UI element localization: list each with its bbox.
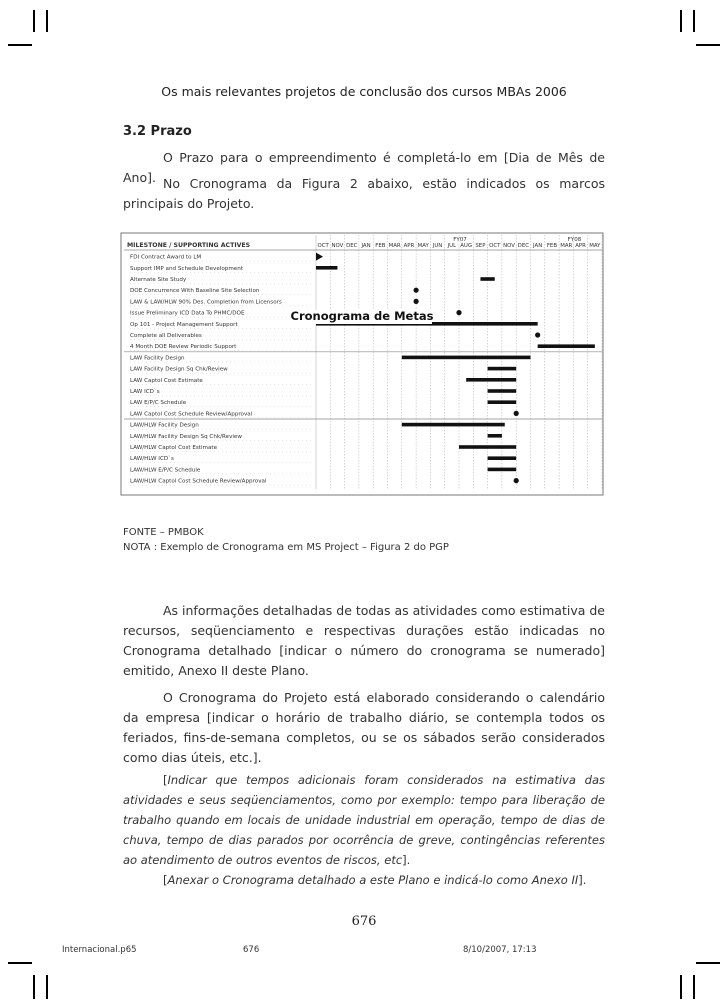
task-label: LAW Captol Cost Schedule Review/Approval bbox=[130, 411, 253, 418]
crop-mark bbox=[8, 962, 32, 964]
task-label: LAW/HLW ICD`s bbox=[130, 456, 174, 463]
task-label: Issue Preliminary ICD Data To PHMC/DOE bbox=[130, 310, 245, 317]
source-fonte: FONTE – PMBOK bbox=[123, 527, 204, 538]
task-bar bbox=[480, 277, 494, 281]
crop-mark bbox=[696, 962, 720, 964]
crop-mark bbox=[8, 44, 32, 46]
task-bar bbox=[538, 344, 595, 348]
month-tick-label: AUG bbox=[460, 243, 473, 249]
paragraph: O Cronograma do Projeto está elaborado considerando o calendário da empresa [indicar o horário de trabalho diário, se contempla todos os feriados, fins-de-semana completos, ou se os sábados serão considerados como dias úteis, etc.]. bbox=[123, 690, 605, 765]
month-tick-label: JAN bbox=[361, 243, 371, 249]
paragraph bbox=[123, 870, 605, 890]
task-label: LAW/HLW Facility Design bbox=[130, 422, 199, 429]
task-bar bbox=[488, 468, 517, 472]
task-label: LAW/HLW Captol Cost Estimate bbox=[130, 445, 218, 451]
milestone-dot bbox=[535, 332, 540, 337]
task-bar bbox=[316, 266, 337, 270]
task-label: Op 101 - Project Management Support bbox=[130, 321, 238, 328]
task-bar bbox=[402, 423, 505, 427]
page-number: 676 bbox=[351, 914, 377, 929]
chart-title: Cronograma de Metas bbox=[290, 309, 434, 323]
milestone-dot bbox=[514, 478, 519, 483]
task-label: LAW/HLW E/P/C Schedule bbox=[130, 467, 201, 474]
task-bar bbox=[488, 400, 517, 404]
month-tick-label: NOV bbox=[503, 243, 515, 249]
month-tick-label: FEB bbox=[546, 243, 558, 249]
crop-mark bbox=[33, 975, 35, 999]
source-nota: NOTA : Exemplo de Cronograma em MS Project – Figura 2 do PGP bbox=[123, 542, 449, 553]
bracket-close: ]. bbox=[402, 853, 411, 867]
paragraph: O Prazo para o empreendimento é completá-lo em [Dia de Mês de Ano]. bbox=[123, 150, 605, 185]
task-bar bbox=[459, 445, 516, 449]
task-label: LAW E/P/C Schedule bbox=[130, 400, 187, 407]
crop-mark bbox=[680, 10, 682, 32]
milestone-dot bbox=[414, 288, 419, 293]
month-tick-label: APR bbox=[575, 243, 586, 249]
month-tick-label: FEB bbox=[375, 243, 386, 249]
task-label: LAW Facility Design bbox=[130, 355, 185, 362]
task-label: Alternate Site Study bbox=[130, 277, 187, 283]
task-bar bbox=[488, 367, 517, 371]
month-tick-label: SEP bbox=[475, 243, 486, 249]
paragraph bbox=[123, 770, 605, 870]
crop-mark bbox=[46, 975, 48, 999]
milestone-dot bbox=[414, 299, 419, 304]
month-tick-label: DEC bbox=[346, 243, 358, 249]
task-bar bbox=[488, 456, 517, 460]
task-label: LAW ICD`s bbox=[130, 389, 160, 395]
month-tick-label: JUN bbox=[432, 243, 443, 249]
task-label: LAW/HLW Captol Cost Schedule Review/Approval bbox=[130, 478, 267, 485]
italic-note: Indicar que tempos adicionais foram considerados na estimativa das atividades e seus seqüenciamentos, como por exemplo: tempo para liberação de trabalho quando em locais de unidade industrial em operação, tempo de dias de chuva, tempo de dias parados por ocorrência de greve, contingências referentes ao atendimento de outros eventos de riscos, etc bbox=[123, 773, 605, 867]
task-label: LAW Captol Cost Estimate bbox=[130, 377, 203, 384]
figure-source bbox=[123, 525, 449, 555]
task-label: DOE Concurrence With Baseline Site Selection bbox=[130, 288, 260, 295]
gantt-column-header: MILESTONE / SUPPORTING ACTIVES bbox=[127, 242, 251, 249]
bracket-close: ]. bbox=[578, 873, 587, 887]
milestone-dot bbox=[456, 310, 461, 315]
paragraph: No Cronograma da Figura 2 abaixo, estão indicados os marcos principais do Projeto. bbox=[123, 176, 605, 211]
month-tick-label: JUL bbox=[447, 243, 457, 249]
gantt-chart bbox=[120, 232, 604, 496]
italic-note: Anexar o Cronograma detalhado a este Plano e indicá-lo como Anexo II bbox=[167, 873, 579, 887]
bracket-open: [ bbox=[163, 773, 168, 787]
month-tick-label: APR bbox=[403, 243, 415, 249]
crop-mark bbox=[33, 10, 35, 32]
month-tick-label: MAR bbox=[388, 243, 401, 249]
month-tick-label: OCT bbox=[317, 243, 329, 249]
crop-mark bbox=[696, 44, 720, 46]
fiscal-year-label: FY07 bbox=[453, 237, 467, 243]
task-label: LAW/HLW Facility Design Sq Chk/Review bbox=[130, 433, 242, 440]
crop-mark bbox=[693, 10, 695, 32]
month-tick-label: MAR bbox=[560, 243, 573, 249]
footer-datetime: 8/10/2007, 17:13 bbox=[463, 945, 537, 955]
bracket-open: [ bbox=[163, 873, 168, 887]
fiscal-year-label: FY08 bbox=[567, 237, 582, 243]
month-tick-label: NOV bbox=[331, 243, 344, 249]
month-tick-label: MAY bbox=[589, 243, 601, 249]
footer-page: 676 bbox=[243, 945, 260, 955]
section-title: 3.2 Prazo bbox=[123, 124, 192, 139]
milestone-dot bbox=[514, 411, 519, 416]
month-tick-label: OCT bbox=[489, 243, 501, 249]
task-label: 4 Month DOE Review Periodic Support bbox=[130, 344, 237, 351]
footer-file: Internacional.p65 bbox=[62, 945, 137, 955]
crop-mark bbox=[680, 975, 682, 999]
task-label: Support IMP and Schedule Development bbox=[130, 265, 243, 272]
running-header: Os mais relevantes projetos de conclusão dos cursos MBAs 2006 bbox=[161, 84, 567, 99]
task-bar bbox=[466, 378, 516, 382]
crop-mark bbox=[693, 975, 695, 999]
paragraph: As informações detalhadas de todas as atividades como estimativa de recursos, seqüenciamento e respectivas durações estão indicadas no Cronograma detalhado [indicar o número do cronograma se numerado] emitido, Anexo II deste Plano. bbox=[123, 603, 605, 678]
task-label: FDI Contract Award to LM bbox=[130, 254, 202, 261]
month-tick-label: MAY bbox=[417, 243, 429, 249]
task-label: Complete all Deliverables bbox=[130, 333, 202, 339]
crop-mark bbox=[46, 10, 48, 32]
task-bar bbox=[402, 356, 531, 360]
task-bar bbox=[488, 389, 517, 393]
task-label: LAW & LAW/HLW 90% Des. Completion from Licensors bbox=[130, 299, 282, 306]
month-tick-label: DEC bbox=[517, 243, 530, 249]
gantt-svg bbox=[120, 232, 604, 496]
task-bar bbox=[488, 434, 502, 438]
month-tick-label: JAN bbox=[533, 243, 543, 249]
task-label: LAW Facility Design Sq Chk/Review bbox=[130, 366, 228, 373]
